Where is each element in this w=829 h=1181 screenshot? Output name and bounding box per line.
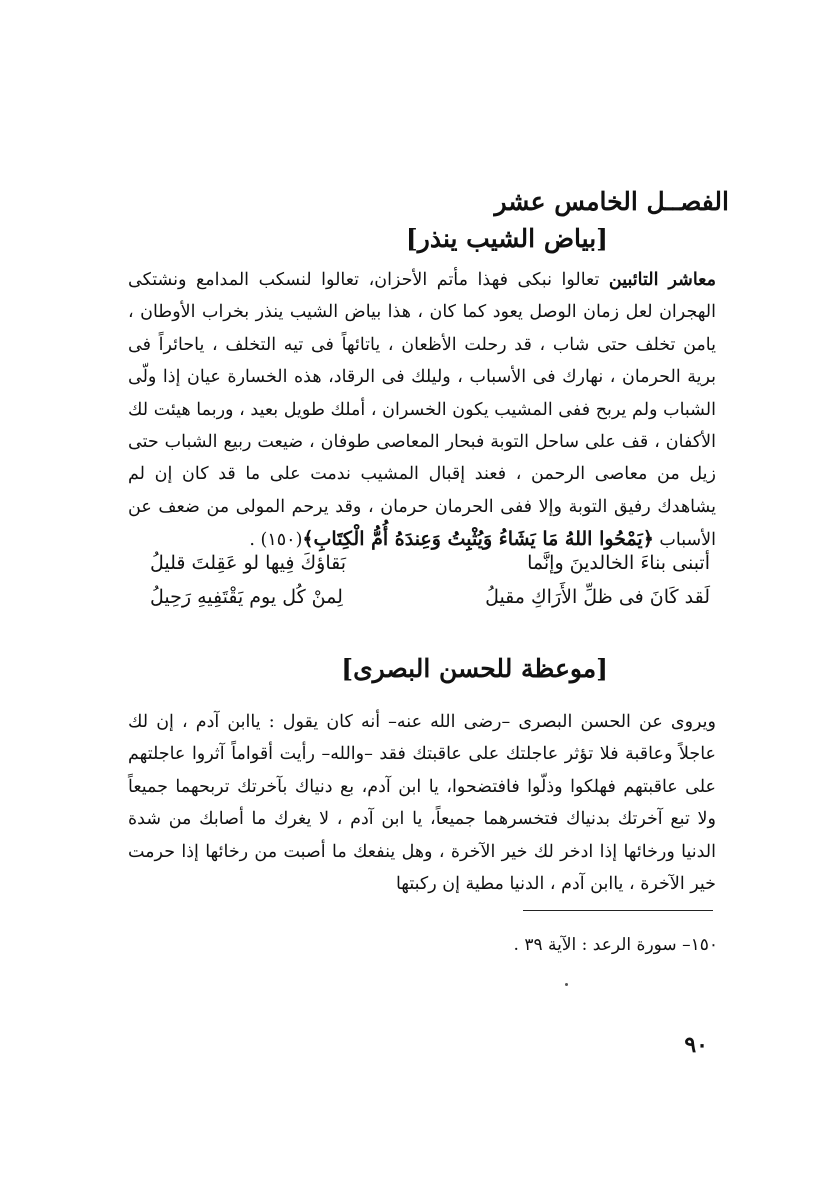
poem-hemistich: أتبنى بناءَ الخالدينَ وإنَّما — [527, 552, 710, 574]
poem-hemistich: بَقاؤكَ فِيها لو عَقِلتَ قليلُ — [150, 552, 347, 574]
paragraph-body: تعالوا نبكى فهذا مأتم الأحزان، تعالوا لنسكب المدامع ونشتكى الهجران لعل زمان الوصل يعود كما كان ، هذا بياض الشيب ينذر بخراب الأوطان ، يامن تخلف حتى شاب ، قد رحلت الأظعان ، ياتائهاً فى تيه التخلف ، ياحائراً فى برية الحرمان ، نهارك فى الأسباب ، وليلك فى الرقاد، هذه الخسارة عيان إذا ولّى الشباب ولم يربح ففى المشيب يكون الخسران ، أملك طويل بعيد ، وربما هيئت لك الأكفان ، قف على ساحل التوبة فبحار المعاصى طوفان ، ضيعت ربيع الشباب حتى زيل من معاصى الرحمن ، فعند إقبال المشيب ندمت على ما قد كان إن لم يشاهدك رفيق التوبة وإلا ففى الحرمان حرمان ، وقد يرحم المولى من ضعف عن الأسباب — [128, 270, 716, 551]
section-title-white-hair: [بياض الشيب ينذر] — [405, 224, 608, 253]
poem-hemistich: لِمنْ كُل يوم يَقْتَفِيهِ رَحِيلُ — [150, 586, 343, 608]
quran-verse: ﴿يَمْحُوا اللهُ مَا يَشَاءُ وَيُثْبِتُ وَعِندَهُ أُمُّ الْكِتَابِ﴾ — [302, 528, 654, 551]
paragraph-lead: معاشر التائبين — [608, 270, 716, 290]
chapter-title: الفصــل الخامس عشر — [494, 187, 729, 216]
footnote: ١٥٠– سورة الرعد : الآية ٣٩ . — [513, 935, 718, 955]
poem-line — [150, 552, 710, 588]
footnote-reference: (١٥٠) — [260, 530, 303, 551]
page-number: ٩٠ — [684, 1032, 708, 1058]
print-speck — [565, 983, 568, 986]
poem-line — [150, 586, 710, 622]
section-title-hasan-basri: [موعظة للحسن البصرى] — [341, 654, 608, 683]
footnote-divider — [523, 910, 713, 911]
paragraph-end: . — [249, 530, 261, 551]
paragraph-penitents — [128, 264, 716, 557]
poem-block — [150, 552, 710, 624]
paragraph-hasan-basri: ويروى عن الحسن البصرى –رضى الله عنه– أنه كان يقول : ياابن آدم ، إن لك عاجلاً وعاقبة فلا تؤثر عاجلتك على عاقبتك فقد –والله– رأيت أقواماً آثروا عاجلتهم على عاقبتهم فهلكوا وذلّوا فافتضحوا، يا ابن آدم، بع دنياك بآخرتك تربحهما جميعاً ولا تبع آخرتك بدنياك فتخسرهما جميعاً، يا ابن آدم ، لا يغرك ما أصابك من شدة الدنيا ورخائها إذا ادخر لك خير الآخرة ، وهل ينفعك ما أصبت من رخائها إذا حرمت خير الآخرة ، ياابن آدم ، الدنيا مطية إن ركبتها — [128, 712, 716, 895]
poem-hemistich: لَقد كَانَ فى ظلِّ الأَرَاكِ مقيلُ — [485, 586, 710, 608]
